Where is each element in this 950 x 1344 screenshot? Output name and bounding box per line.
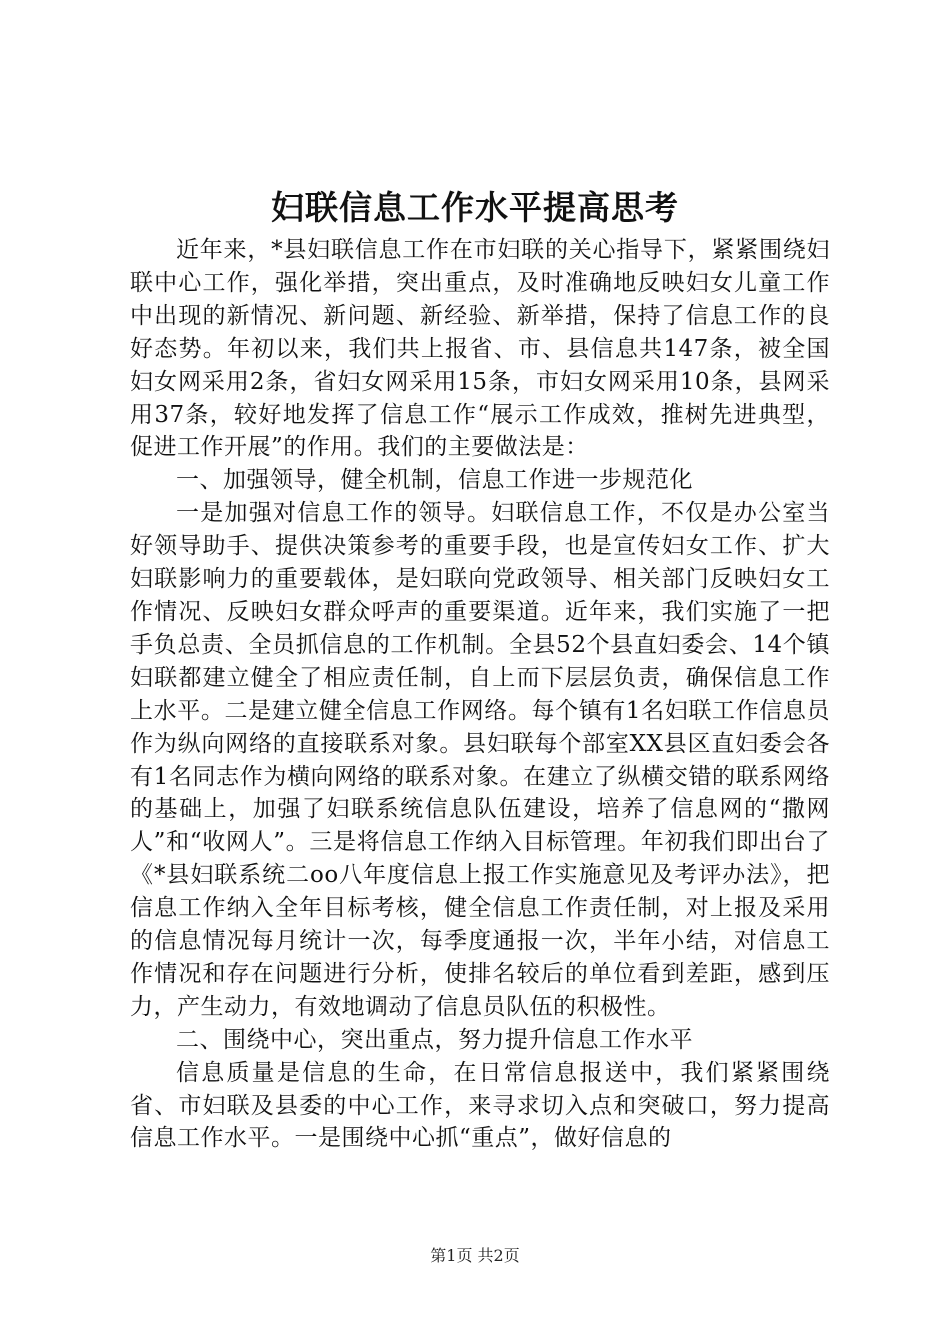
document-title: 妇联信息工作水平提高思考 [271,188,679,227]
document-body [130,234,830,1155]
paragraph-section-2: 信息质量是信息的生命，在日常信息报送中，我们紧紧围绕省、市妇联及县委的中心工作，来寻求切入点和突破口，努力提高信息工作水平。一是围绕中心抓“重点”，做好信息的 [130,1059,830,1152]
section-heading-1: 一、加强领导，健全机制，信息工作进一步规范化 [176,467,693,494]
page-footer: 第1页 共2页 [430,1246,520,1265]
section-heading-2: 二、围绕中心，突出重点，努力提升信息工作水平 [176,1026,693,1053]
paragraph-intro: 近年来，*县妇联信息工作在市妇联的关心指导下，紧紧围绕妇联中心工作，强化举措，突出重点，及时准确地反映妇女儿童工作中出现的新情况、新问题、新经验、新举措，保持了信息工作的良好态势。年初以来，我们共上报省、市、县信息共147条，被全国妇女网采用2条，省妇女网采用15条，市妇女网采用10条，县网采用37条，较好地发挥了信息工作“展示工作成效，推树先进典型，促进工作开展”的作用。我们的主要做法是： [130,237,830,461]
paragraph-section-1: 一是加强对信息工作的领导。妇联信息工作，不仅是办公室当好领导助手、提供决策参考的重要手段，也是宣传妇女工作、扩大妇联影响力的重要载体，是妇联向党政领导、相关部门反映妇女工作情况、反映妇女群众呼声的重要渠道。近年来，我们实施了一把手负总责、全员抓信息的工作机制。全县52个县直妇委会、14个镇妇联都建立健全了相应责任制，自上而下层层负责，确保信息工作上水平。二是建立健全信息工作网络。每个镇有1名妇联工作信息员作为纵向网络的直接联系对象。县妇联每个部室XX县区直妇委会各有1名同志作为横向网络的联系对象。在建立了纵横交错的联系网络的基础上，加强了妇联系统信息队伍建设，培养了信息网的“撒网人”和“收网人”。三是将信息工作纳入目标管理。年初我们即出台了《*县妇联系统二oo八年度信息上报工作实施意见及考评办法》，把信息工作纳入全年目标考核，健全信息工作责任制，对上报及采用的信息情况每月统计一次，每季度通报一次，半年小结，对信息工作情况和存在问题进行分析，使排名较后的单位看到差距，感到压力，产生动力，有效地调动了信息员队伍的积极性。 [130,500,830,1020]
